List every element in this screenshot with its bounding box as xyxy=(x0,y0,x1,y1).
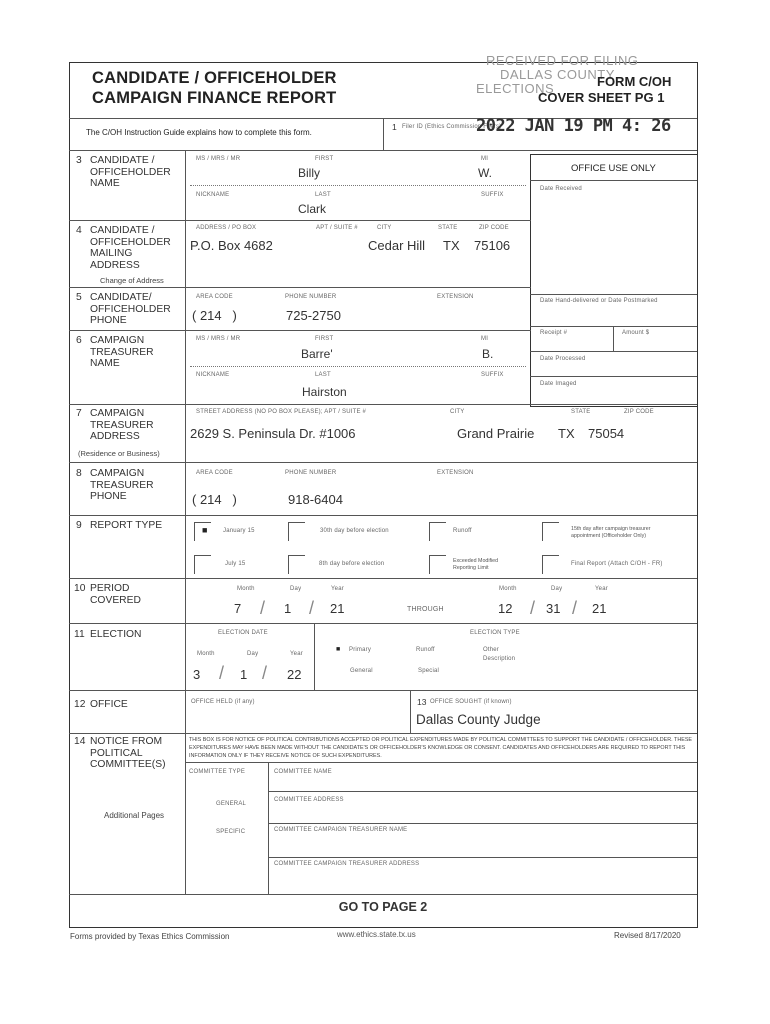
additional-pages-label: Additional Pages xyxy=(104,811,165,820)
election-special-label: Special xyxy=(418,668,440,674)
period-to-month: 12 xyxy=(498,601,513,616)
sec3-ms-label: MS / MRS / MR xyxy=(196,156,241,162)
sec8-bottom xyxy=(69,515,697,516)
sec12-label: OFFICE xyxy=(90,699,128,710)
office-sought: Dallas County Judge xyxy=(416,712,541,727)
period-to-year: 21 xyxy=(592,601,607,616)
sec10-bottom xyxy=(69,623,697,624)
stamp-elections: ELECTIONS xyxy=(476,81,555,96)
date-received-label: Date Received xyxy=(540,186,582,192)
sec6-ms-label: MS / MRS / MR xyxy=(196,336,241,342)
sec8-phone-label: PHONE NUMBER xyxy=(285,470,337,476)
election-month: 3 xyxy=(193,667,201,682)
candidate-address: P.O. Box 4682 xyxy=(190,238,273,253)
sec3-nickname-label: NICKNAME xyxy=(196,192,230,198)
sec7-num: 7 xyxy=(76,408,82,419)
period-from-day: 1 xyxy=(284,601,292,616)
slash-1: / xyxy=(260,598,266,618)
report-type-30day-label: 30th day before election xyxy=(320,528,389,534)
committee-specific-label: SPECIFIC xyxy=(216,829,246,835)
treasurer-zip: 75054 xyxy=(588,426,625,441)
sec9-label: REPORT TYPE xyxy=(90,520,163,531)
notice-text: THIS BOX IS FOR NOTICE OF POLITICAL CONTRIBUTIONS ACCEPTED OR POLITICAL EXPENDITURES MADE BY POLITICAL COMMITTEES TO SUPPORT THE CANDIDATE / OFFICEHOLDER. THESE EXPENDITURES MAY HAVE BEEN MADE WITHOUT THE CANDIDATE'S OR OFFICEHOLDER'S KNOWLEDGE OR CONSENT. CANDIDATES AND OFFICEHOLDERS ARE REQUIRED TO REPORT THIS INFORMATION ONLY IF THEY RECEIVE NOTICE OF SUCH EXPENDITURES. xyxy=(189,737,693,759)
sec6-suffix-label: SUFFIX xyxy=(481,372,504,378)
sec11-label: ELECTION xyxy=(90,629,142,640)
sec14-bottom xyxy=(69,894,697,895)
election-primary-label: Primary xyxy=(349,647,372,653)
sec13-num: 13 xyxy=(417,697,427,707)
sec10-from-year-label: Year xyxy=(331,586,344,592)
slash-2: / xyxy=(309,598,315,618)
stamp-county: DALLAS COUNTY xyxy=(500,67,615,82)
period-from-month: 7 xyxy=(234,601,242,616)
date-processed-label: Date Processed xyxy=(540,356,586,362)
sec10-from-day-label: Day xyxy=(290,586,302,592)
sec12-divider xyxy=(410,690,411,733)
report-type-final-label: Final Report (Attach C/OH - FR) xyxy=(571,561,663,567)
office-sought-label: OFFICE SOUGHT (if known) xyxy=(430,699,512,705)
sec10-label: PERIOD COVERED xyxy=(90,583,141,606)
sec8-num: 8 xyxy=(76,468,82,479)
sec6-mi-label: MI xyxy=(481,336,489,342)
sec6-bottom xyxy=(69,404,697,405)
election-other-label: Other xyxy=(483,647,500,653)
sec3-bottom xyxy=(69,220,531,221)
report-type-8day-label: 8th day before election xyxy=(319,561,385,567)
footer-url[interactable]: www.ethics.state.tx.us xyxy=(337,930,416,939)
sec5-bottom xyxy=(69,330,531,331)
sec6-first-label: FIRST xyxy=(315,336,334,342)
sec9-num: 9 xyxy=(76,520,82,531)
sec3-suffix-label: SUFFIX xyxy=(481,192,504,198)
sec10-to-day-label: Day xyxy=(551,586,563,592)
election-runoff-label: Runoff xyxy=(416,647,435,653)
committee-address-line xyxy=(268,823,697,824)
sec11-divider xyxy=(314,623,315,690)
report-type-30day-checkbox[interactable] xyxy=(288,522,305,541)
candidate-first-name: Billy xyxy=(298,166,321,180)
footer-provided: Forms provided by Texas Ethics Commission xyxy=(70,932,230,941)
committee-name-line xyxy=(268,791,697,792)
form-id: FORM C/OH xyxy=(597,74,672,89)
treasurer-area-code: ( 214 ) xyxy=(192,492,237,507)
sec4-num: 4 xyxy=(76,225,82,236)
sec7-label: CAMPAIGN TREASURER ADDRESS xyxy=(90,408,154,442)
committee-treasurer-name-label: COMMITTEE CAMPAIGN TREASURER NAME xyxy=(274,827,408,833)
sec3-label: CANDIDATE / OFFICEHOLDER NAME xyxy=(90,155,171,189)
primary-mark: ■ xyxy=(336,646,341,653)
sec6-last-label: LAST xyxy=(315,372,331,378)
committee-type-divider xyxy=(268,762,269,894)
sec4-zip-label: ZIP CODE xyxy=(479,225,509,231)
sec3-dotted xyxy=(190,185,526,186)
sec11-num: 11 xyxy=(74,629,85,640)
election-description-label: Description xyxy=(483,656,516,662)
date-imaged-label: Date Imaged xyxy=(540,381,577,387)
residence-note: (Residence or Business) xyxy=(78,449,160,458)
candidate-state: TX xyxy=(443,238,460,253)
election-day: 1 xyxy=(240,667,248,682)
report-type-jul-label: July 15 xyxy=(225,561,246,567)
treasurer-phone: 918-6404 xyxy=(288,492,343,507)
treasurer-mi: B. xyxy=(482,347,494,361)
sec3-last-label: LAST xyxy=(315,192,331,198)
sec3-first-label: FIRST xyxy=(315,156,334,162)
sec12-num: 12 xyxy=(74,699,86,710)
office-use-line3 xyxy=(530,351,697,352)
date-hand-label: Date Hand-delivered or Date Postmarked xyxy=(540,298,658,304)
sec7-city-label: CITY xyxy=(450,409,465,415)
through-label: THROUGH xyxy=(407,606,444,613)
notice-bottom xyxy=(185,762,697,763)
period-from-year: 21 xyxy=(330,601,345,616)
filer-label: Filer ID (Ethics Commission Filers) xyxy=(402,124,502,130)
election-year: 22 xyxy=(287,667,302,682)
report-type-15after-label: 15th day after campaign treasurer appointment (Officeholder Only) xyxy=(571,526,651,539)
sec6-label: CAMPAIGN TREASURER NAME xyxy=(90,335,154,369)
go-to-page-2[interactable]: GO TO PAGE 2 xyxy=(338,900,428,914)
sec5-area-label: AREA CODE xyxy=(196,294,233,300)
sec10-to-year-label: Year xyxy=(595,586,608,592)
sec8-ext-label: EXTENSION xyxy=(437,470,474,476)
sec4-label: CANDIDATE / OFFICEHOLDER MAILING ADDRESS xyxy=(90,225,171,271)
report-type-jan-mark: ■ xyxy=(202,525,208,535)
sec14-label: NOTICE FROM POLITICAL COMMITTEE(S) xyxy=(90,736,166,770)
amount-label: Amount $ xyxy=(622,330,650,336)
sec5-num: 5 xyxy=(76,292,82,303)
sec12-bottom xyxy=(69,733,697,734)
election-month-label: Month xyxy=(197,651,215,657)
stamp-date: 2022 JAN 19 PM 4: 26 xyxy=(476,116,671,136)
slash-4: / xyxy=(572,598,578,618)
election-date-label: ELECTION DATE xyxy=(218,630,268,636)
sec3-mi-label: MI xyxy=(481,156,489,162)
sec4-city-label: CITY xyxy=(377,225,392,231)
report-type-jan-label: January 15 xyxy=(223,528,255,534)
sec4-apt-label: APT / SUITE # xyxy=(316,225,358,231)
treasurer-first-name: Barre' xyxy=(301,347,333,361)
sec10-from-month-label: Month xyxy=(237,586,255,592)
treasurer-last-name: Hairston xyxy=(302,385,347,399)
filer-bottom xyxy=(69,150,697,151)
report-type-exceeded-checkbox[interactable] xyxy=(429,555,446,574)
election-type-label: ELECTION TYPE xyxy=(470,630,520,636)
sec11-bottom xyxy=(69,690,697,691)
report-type-runoff-label: Runoff xyxy=(453,528,472,534)
treasurer-state: TX xyxy=(558,426,575,441)
period-to-day: 31 xyxy=(546,601,561,616)
sec8-label: CAMPAIGN TREASURER PHONE xyxy=(90,468,154,502)
report-type-jul-checkbox[interactable] xyxy=(194,555,211,574)
slash-5: / xyxy=(219,663,225,683)
office-held-label: OFFICE HELD (if any) xyxy=(191,699,255,705)
title-line2: CAMPAIGN FINANCE REPORT xyxy=(92,89,337,107)
label-column-divider xyxy=(185,150,186,894)
office-use-line4 xyxy=(530,376,697,377)
sec10-to-month-label: Month xyxy=(499,586,517,592)
candidate-area-code: ( 214 ) xyxy=(192,308,237,323)
office-use-vline xyxy=(613,326,614,351)
filer-divider xyxy=(383,118,384,150)
candidate-phone: 725-2750 xyxy=(286,308,341,323)
committee-general-label: GENERAL xyxy=(216,801,247,807)
change-of-address: Change of Address xyxy=(100,276,164,285)
election-day-label: Day xyxy=(247,651,259,657)
footer-revised: Revised 8/17/2020 xyxy=(614,931,681,940)
sec5-label: CANDIDATE/ OFFICEHOLDER PHONE xyxy=(90,292,171,326)
sec5-phone-label: PHONE NUMBER xyxy=(285,294,337,300)
committee-type-label: COMMITTEE TYPE xyxy=(189,769,246,775)
treasurer-address: 2629 S. Peninsula Dr. #1006 xyxy=(190,426,356,441)
instruction-text: The C/OH Instruction Guide explains how to complete this form. xyxy=(86,128,312,137)
sec7-bottom xyxy=(69,462,697,463)
report-type-15after-checkbox[interactable] xyxy=(542,522,559,541)
slash-6: / xyxy=(262,663,268,683)
candidate-mi: W. xyxy=(478,166,492,180)
candidate-last-name: Clark xyxy=(298,202,327,216)
committee-address-label: COMMITTEE ADDRESS xyxy=(274,797,344,803)
sec6-nickname-label: NICKNAME xyxy=(196,372,230,378)
report-type-final-checkbox[interactable] xyxy=(542,555,559,574)
report-type-exceeded-label: Exceeded Modified Reporting Limit xyxy=(453,558,499,571)
committee-treasurer-line xyxy=(268,857,697,858)
sec4-address-label: ADDRESS / PO BOX xyxy=(196,225,257,231)
report-type-8day-checkbox[interactable] xyxy=(288,555,305,574)
report-type-runoff-checkbox[interactable] xyxy=(429,522,446,541)
sec4-state-label: STATE xyxy=(438,225,458,231)
sec9-bottom xyxy=(69,578,697,579)
election-general-label: General xyxy=(350,668,373,674)
office-use-title: OFFICE USE ONLY xyxy=(571,163,656,174)
stamp-received: RECEIVED FOR FILING xyxy=(486,53,639,68)
office-use-title-line xyxy=(530,180,697,181)
sec7-state-label: STATE xyxy=(571,409,591,415)
sec4-bottom xyxy=(69,287,531,288)
sec7-zip-label: ZIP CODE xyxy=(624,409,654,415)
cover-sheet-label: COVER SHEET PG 1 xyxy=(538,90,665,105)
committee-treasurer-address-label: COMMITTEE CAMPAIGN TREASURER ADDRESS xyxy=(274,861,420,867)
sec3-num: 3 xyxy=(76,155,82,166)
slash-3: / xyxy=(530,598,536,618)
sec6-num: 6 xyxy=(76,335,82,346)
sec6-dotted xyxy=(190,366,526,367)
candidate-zip: 75106 xyxy=(474,238,511,253)
title-line1: CANDIDATE / OFFICEHOLDER xyxy=(92,69,337,87)
sec7-address-label: STREET ADDRESS (NO PO BOX PLEASE); APT / SUITE # xyxy=(196,409,367,415)
treasurer-city: Grand Prairie xyxy=(457,426,535,441)
election-year-label: Year xyxy=(290,651,303,657)
sec5-ext-label: EXTENSION xyxy=(437,294,474,300)
receipt-label: Receipt # xyxy=(540,330,568,336)
sec8-area-label: AREA CODE xyxy=(196,470,233,476)
sec10-num: 10 xyxy=(74,583,86,594)
sec14-num: 14 xyxy=(74,736,86,747)
candidate-city: Cedar Hill xyxy=(368,238,426,253)
office-use-line1 xyxy=(530,294,697,295)
committee-name-label: COMMITTEE NAME xyxy=(274,769,332,775)
filer-num: 1 xyxy=(392,122,397,132)
